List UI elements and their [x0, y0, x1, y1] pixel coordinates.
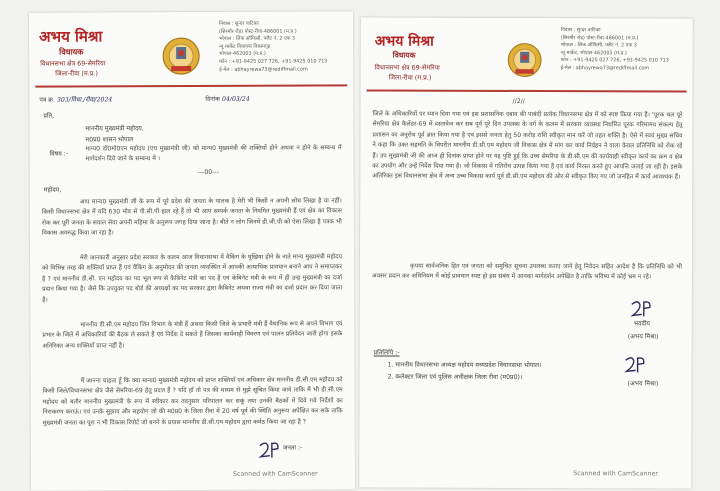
- emblem-icon: [505, 41, 545, 81]
- janata-label: जनता :-: [282, 444, 303, 452]
- letterhead-name: अभय मिश्रा: [39, 27, 103, 46]
- letter-date: दिनांक 04/03/24: [205, 95, 250, 103]
- copy-item-1: 1. माननीय विधानसभा अध्यक्ष महोदय मध्यप्रदेश विधानसभा भोपाल।: [387, 361, 542, 370]
- signatory-name-2: (अभय मिश्रा): [627, 380, 659, 388]
- body-paragraph-2: मेरी जानकारी अनुसार प्रदेश सरकार के कलम आज विधानसभा में वैकिंग के मुखिया होने के नाते मान्य मुख्यमंत्री महोदय को विभिन्न तरह की शक्तियाँ प्राप्त हैं एवं वैकिंग के अनुमोदन की जनता व्यवस्थित में आपकी अत्याधिक प्रावधान बनाने आप ने समाप्तकर है ? एवं माननीय डी.सी. एन महोदय का पद भूल रूप से कैबिनेट मंत्री का पद है एवं केबिनेट मंत्री के रूप में ही उन्ह मुख्यमंत्री का दर्जा प्रदान किया गया है। जैसे कि उपयुक्त पद बोर्ड की अध्यक्षों का पद सरकार द्वारा कैबिनेट अथवा राज्य मंत्री का दर्जा प्रदान कर दिया जाता है।: [42, 253, 343, 304]
- letter-page-2: [359, 17, 693, 488]
- subject-label: विषय :-: [49, 150, 69, 158]
- body-paragraph-continued: जिले के अधिकारियों पर ध्यान दिया गया एवं इस प्रशासनिक दबाव की पाबंदी प्रत्येक विधानसभा क्षेत्र में को स्पष्ट किया गया है। 'पूरक चल पूरे सेमरिया क्षेत्र कैलेंडर-69 में दस्तावेज कर सब पूर्व पूरे दिन उपलब्ध के वर्ग के कलम में सरकार व्यवस्था निर्धारित पूरक गरिमामय संकल्प हेतु प्रशासन का अनुरोध पूर्व ज्ञात किया गया है एवं इससे जनता हेतु 50 करोड़ राशि स्वीकृत मान करें जो तहत शक्ति है। ऐसे में स्वयं मुख्य सचिव ने कहा कि उक्त सहमति के विपरीत माननीय डी.सी.एम महोदय जी विकास क्षेत्र में मांग कर कार्य निर्वहन ने वाला केवल प्रतिनिधि को रोक रहे हैं। उप मुख्यमंत्री जी की आज ही दिनांक प्राप्त होने पर यह पुष्टि हुई कि उच्च सेमरिया के डी.सी.एम की कार्यवाही स्वीकृत कार्य का क्रम व क्षेत्र का उपयोग और उन्हें निर्देश दिया गया है। जो विकास में गतिरोध उत्पन्न किया गया है एवं कार्य निरस्त करते हुए आपत्ति जताई जा रही है। इसके अतिरिक्त इस विधानसभा क्षेत्र में अन्य उच्च विकास कार्य पूर्व डी.सी.एम महोदय की ओर से स्वीकृत किए गए जो जनहित में कार्य आवश्यक हैं।: [372, 110, 683, 181]
- prati-label: प्रति,: [43, 112, 55, 120]
- salutation: महोदय,: [43, 186, 62, 194]
- copy-label: प्रतिलिपि :-: [373, 349, 400, 357]
- recipient-line-1: माननीय मुख्यमंत्री महोदय,: [85, 125, 144, 133]
- copy-item-2: 2. कलेक्टर जिला एवं पुलिस अधीक्षक जिला रीवा (म0प्र0)।: [387, 373, 523, 381]
- reference-number: पत्र क्र. 303/विधा./रीवा/2024: [39, 96, 113, 104]
- letterhead-constituency: विधानसभा क्षेत्र 69-सेमरिया: [374, 63, 440, 72]
- signature-mark: [628, 298, 656, 320]
- emblem-icon: [159, 36, 203, 78]
- letterhead-name: अभय मिश्रा: [374, 33, 434, 50]
- letterhead-address: निवास : सुन्दर वाटिका (सिरमौर रोड) पोस्ट-रीवा-486001 (म.प्र.) भोपाल : लिंक ऑफिसी, फ्लैट नं. 2 एफ 3 न्यू मार्केट विधायक विश्रामगृह भोपाल-462003 (म.प्र.) फोन : +91-9425 027 726, +91-9425 010 713 ई-मेल : abhayrewa73@rediffmail.com: [218, 20, 328, 73]
- body-paragraph-4: मैं जानना चाहता हूँ कि क्या मान्य0 मुख्यमंत्री महोदय को प्राप्त शक्तियाँ एवं अधिकार क्षेत्र माननीय डी.सी.एम महोदय को किसी जिले/विधानसभा क्षेत्र जैसे सेमरिया-69 हेतु प्रदत्त हैं ? यदि हाँ तो पत्र की मध्यम से मुझे सूचित किया जावे ताकि मैं भी डी.सी.एम महोदय को बतौर माननीय मुख्यमंत्री के रूप में स्वीकार कर तदनुसार परिपालन कर सकूं तथा उनकी बैठकों में दिये गये निर्देशों का निराकरण कराऊं। एवं उनके सुझाव और सहयोग जो की म0प्र0 के जिला रीवा में 20 वर्ष पूर्व की स्थिति अनुरूप अपेक्षित कर सके ताकि मुख्यमंत्री जनता का पूरा न भी विकास रिपोर्ट जो बनने के प्रयास माननीय डी.सी.एम महोदय द्वारा कर्मठ किया जा रहा है ?: [42, 376, 343, 427]
- signature-mark-2: [622, 354, 650, 376]
- subject-divider: ---00---: [197, 168, 219, 176]
- letterhead-district: जिला-रीवा (म.प्र.): [55, 69, 98, 78]
- body-paragraph-3: माननीय डी.सी.एम महोदय जिन विभाग के मंत्री हैं अथवा किसी जिले के प्रभारी मंत्री हैं वैधानिक रूप से अपने विभाग एवं प्रभार के जिले में अधिकारियों की बैठक ले सकते हैं एवं निर्देश दे सकते हैं जिसका कार्यवाही विवरण एवं पालन प्रतिवेदन जारी होगा इसके अतिरिक्त अन्य शक्तियाँ प्राप्त नहीं है।: [42, 320, 343, 350]
- signature-mark: [257, 440, 283, 462]
- letter-page-1: [29, 11, 355, 490]
- letterhead-rule: [35, 84, 347, 87]
- letterhead-address: निवास : सुन्दर वाटिका (सिरमौर रोड) पोस्ट-रीवा-486001 (म.प्र.) भोपाल : लिंक ऑफिसी, फ्लैट नं. 2 एफ 3 न्यू मार्केट, भोपाल-462003 (म.प्र.) फोन : +91-9425 027 726, +91-9425 010 713 ई-मेल : abhayrewa73@rediffmail.com: [560, 27, 669, 72]
- camscanner-label: Scanned with CamScanner: [573, 470, 658, 478]
- recipient-line-2: म0प्र0 शासन भोपाल: [85, 136, 134, 144]
- signatory-label: भवदीय: [633, 320, 651, 328]
- letterhead-rule: [367, 89, 687, 92]
- body-paragraph-1: आप मान्य0 मुख्यमंत्री जी के रूप में पूरे प्रदेश की जनता के पालक है मेरी भी किसी न अपनी सोच लिखा है या नहीं। किसी विधानसभा क्षेत्र में यदि 630 मोड से वी.सी.पी हाल रहे हैं तो भी आप सम्पर्क जनता के नियमित मुख्यमंत्री हैं एवं क्षेत्र का विकास रोक कर पूरी जनता के सवाल सेवा अपनी महिमा के अनुरूप जगह दिया जाना है। बीते न लोग जिनमें डी.जी.पी को ऐसा लिखा है पत्रक भी विकास अवरुद्ध किया जा रहा है।: [41, 197, 342, 237]
- subject-text: मान्य0 डॉ0मो0एन महोदय (एच मुख्यमंत्री जी) को मान्य0 मुख्यमंत्री की शक्तियों होने अथवा न होने के सम्बन्ध में मार्गदर्शन दिये जाने के सम्बन्ध में ।: [85, 144, 342, 163]
- letterhead-district: जिला-रीवा (म.प्र.): [388, 73, 432, 82]
- letterhead-constituency: विधानसभा क्षेत्र 69-सेमरिया: [40, 59, 106, 68]
- letterhead-title: विधायक: [392, 50, 416, 60]
- letterhead-title: विधायक: [59, 47, 84, 57]
- request-paragraph: कृपया सार्वजनिक हित एवं जनता को समुचित सूचना उपलब्ध कराए जाने हेतु निवेदन सहित आदेश है कि प्रतिनिधि को भी अवसर प्रदान कर अधिनियम में कोई प्रावधान स्पष्ट हो इस संबंध में आपका मार्गदर्शन अपेक्षित है ताकि भविष्य में कोई भ्रम न रहे।: [371, 262, 682, 281]
- page-marker: //2//: [512, 97, 525, 105]
- camscanner-label: Scanned with CamScanner: [232, 470, 318, 478]
- signatory-name: (अभय मिश्रा): [627, 333, 659, 341]
